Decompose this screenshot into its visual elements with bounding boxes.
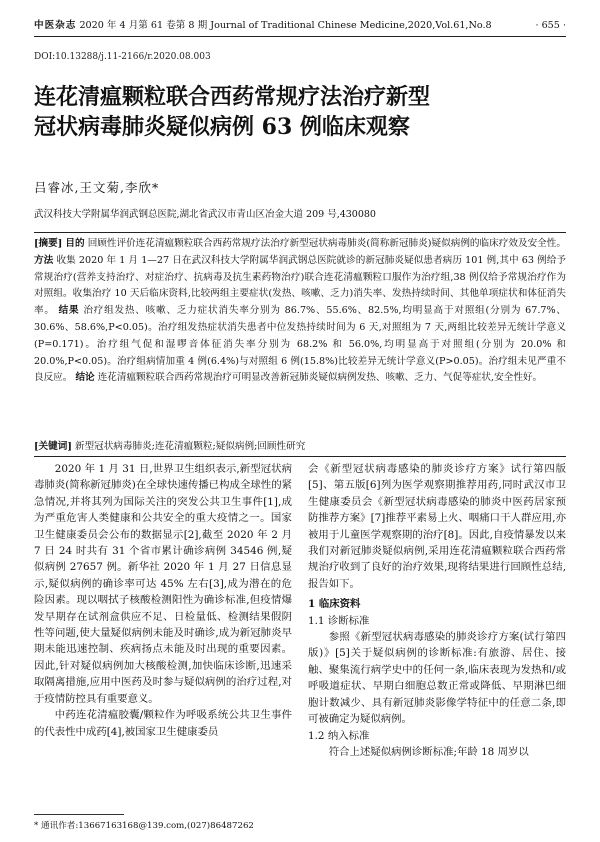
conclusion-text: 连花清瘟颗粒联合西药常规治疗可明显改善新冠肺炎疑似病例发热、咳嗽、乏力、气促等症状,安全性好。 [97,372,543,384]
running-header [34,18,566,34]
footnote-rule [34,814,124,815]
journal-english: Journal of Traditional Chinese Medicine,2020,Vol.61,No.8 [210,20,492,31]
methods-text: 收集 2020 年 1 月 1—27 日在武汉科技大学附属华润武钢总医院就诊的新冠肺炎疑似患者病历 101 例,其中 63 例给予常规治疗(营养支持治疗、对症治疗、抗病毒及抗生素药物治疗)联合连花清瘟颗粒口服作为治疗组,38 例仅给予常规治疗作为对照组。收集治疗 10 天后临床资料,比较两组主要症状(发热、咳嗽、乏力)消失率、发热持续时间、其他单项症状和体征消失率。 [34,254,566,317]
body-paragraph: 参照《新型冠状病毒感染的肺炎诊疗方案(试行第四版)》[5]关于疑似病例的诊断标准:有旅游、居住、接触、聚集流行病学史中的任何一条,临床表现为发热和/或呼吸道症状、早期白细胞总数正常或降低、早期淋巴细胞计数减少、具有新冠肺炎影像学特征中的任意二条,即可被确定为疑似病例。 [308,631,566,726]
body-column-right [308,461,566,760]
title-line-2: 冠状病毒肺炎疑似病例 63 例临床观察 [34,114,410,140]
keywords-text: 新型冠状病毒肺炎;连花清瘟颗粒;疑似病例;回顾性研究 [74,441,306,452]
body-paragraph: 2020 年 1 月 31 日,世界卫生组织表示,新型冠状病毒肺炎(简称新冠肺炎)在全球快速传播已构成全球性的紧急情况,并将其列为国际关注的突发公共卫生事件[1],成为严重危害人类健康和公共安全的重大疫情之一。国家卫生健康委员会公布的数据显示[2],截至 2020 年 2 月 7 日 24 时共有 31 个省市累计确诊病例 34546 例,疑似病例 27657 例。新华社 2020 年 1 月 27 日信息显示,疑似病例的确诊率可达 45% 左右[3],成为潜在的危险因素。现以咽拭子核酸检测阳性为确诊标准,但疫情爆发早期存在试剂盒供应不足、日检量低、检测结果假阴性等问题,使大量疑似病例未能及时确诊,成为新冠肺炎早期未能迅速控制、疾病扬点未能及时出现的重要因素。因此,针对疑似病例加大核酸检测,加快临床诊断,迅速采取隔离措施,应用中医药及时参与疑似病例的治疗过程,对于疫情防控具有重要意义。 [34,463,292,705]
abstract-top-rule [34,232,566,233]
doi: DOI:10.13288/j.11-2166/r.2020.08.003 [34,52,211,62]
keywords [34,438,566,452]
issue-info: 2020 年 4 月第 61 卷第 8 期 [79,20,208,31]
body-paragraph: 中药连花清瘟胶囊/颗粒作为呼吸系统公共卫生事件的代表性中成药[4],被国家卫生健康委员 [34,709,292,738]
methods-label: 方法 [34,254,54,266]
objective-label: 目的 [65,238,85,249]
abstract-label: [摘要] [34,238,63,249]
body-column-left [34,461,292,740]
subsection-heading: 1.2 纳入标准 [308,729,370,742]
subsection-heading: 1.1 诊断标准 [308,614,370,627]
keywords-label: [关键词] [34,441,72,452]
authors: 吕睿冰,王文菊,李欣* [34,180,160,195]
conclusion-label: 结论 [75,372,95,384]
body-paragraph: 会《新型冠状病毒感染的肺炎诊疗方案》试行第四版[5]、第五版[6]列为医学观察期推荐用药,同时武汉市卫生健康委员会《新型冠状病毒感染的肺炎中医药居家预防推荐方案》[7]推荐平素易上火、咽痛口干人群应用,亦被用于儿童医学观察期的治疗[8]。因此,自疫情暴发以来我们对新冠肺炎疑似病例,采用连花清瘟颗粒联合西药常规治疗收到了良好的治疗效果,现将结果进行回顾性总结,报告如下。 [308,463,566,590]
article-title [34,82,430,142]
abstract-bottom-rule [34,456,566,457]
page-number: · 655 · [535,20,566,31]
journal-name: 中医杂志 [34,20,77,31]
title-line-1: 连花清瘟颗粒联合西药常规疗法治疗新型 [34,84,431,110]
results-label: 结果 [58,305,80,317]
objective-text: 回顾性评价连花清瘟颗粒联合西药常规疗法治疗新型冠状病毒肺炎(简称新冠肺炎)疑似病例的临床疗效及安全性。 [87,238,566,249]
footnote: * 通讯作者:13667163168@139.com,(027)86487262 [34,821,254,831]
section-heading: 1 临床资料 [308,598,361,611]
body-paragraph: 符合上述疑似病例诊断标准;年龄 18 周岁以 [328,745,529,758]
abstract [34,236,566,387]
affiliation: 武汉科技大学附属华润武钢总医院,湖北省武汉市青山区冶金大道 209 号,430080 [34,209,376,220]
results-text: 治疗组发热、咳嗽、乏力症状消失率分别为 86.7%、55.6%、82.5%,均明显高于对照组(分别为 67.7%、30.6%、58.6%,P<0.05)。治疗组发热症状消失患者中位发热持续时间为 6 天,对照组为 7 天,两组比较差异无统计学意义(P=0.171)。治疗组气促和湿啰音体征消失率分别为 68.2% 和 56.0%,均明显高于对照组(分别为 20.0% 和 20.0%,P<0.05)。治疗组病情加重 4 例(6.4%)与对照组 6 例(15.8%)比较差异无统计学意义(P>0.05)。治疗组未见严重不良反应。 [34,305,566,384]
header-rule [34,36,566,37]
